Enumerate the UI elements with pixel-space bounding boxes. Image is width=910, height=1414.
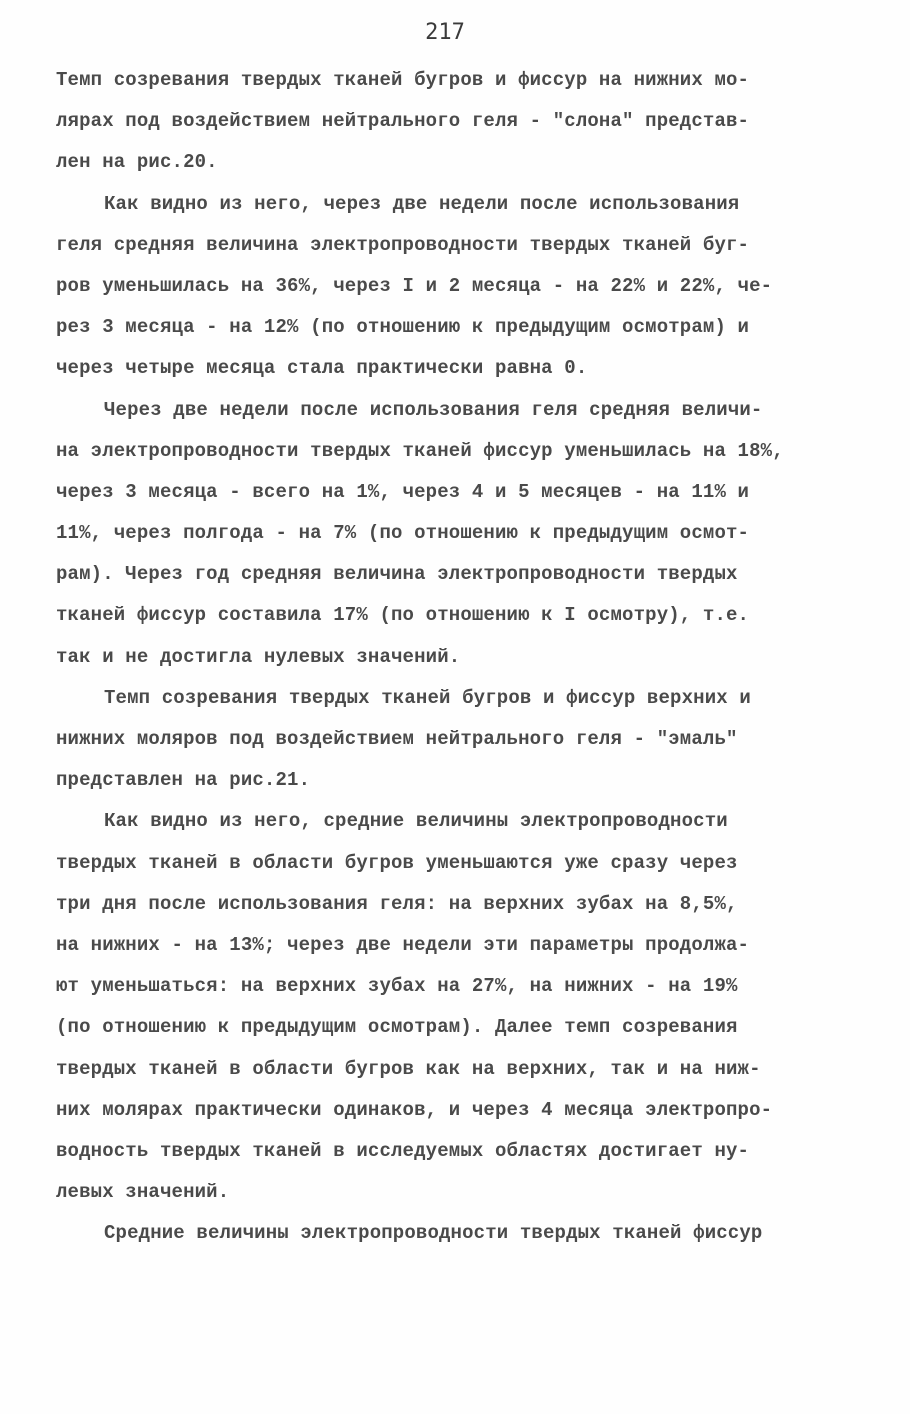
text-line: Как видно из него, средние величины электропроводности	[104, 810, 728, 833]
text-line: представлен на рис.21.	[56, 769, 311, 792]
text-line: (по отношению к предыдущим осмотрам). Далее темп созревания	[56, 1016, 738, 1039]
text-line: рам). Через год средняя величина электропроводности твердых	[56, 563, 738, 586]
text-line: Через две недели после использования геля средняя величи-	[104, 398, 763, 421]
text-line: лен на рис.20.	[56, 151, 218, 174]
text-line: геля средняя величина электропроводности твердых тканей буг-	[56, 233, 750, 256]
text-line: левых значений.	[56, 1181, 230, 1204]
text-line: через четыре месяца стала практически равна 0.	[56, 357, 588, 380]
text-line: Как видно из него, через две недели после использования	[104, 192, 740, 215]
text-line: Средние величины электропроводности твердых тканей фиссур	[104, 1222, 763, 1245]
body-text	[56, 60, 866, 1254]
text-line: лярах под воздействием нейтрального геля - "слона" представ-	[56, 110, 750, 133]
page-number: 217	[425, 20, 465, 45]
text-line: на нижних - на 13%; через две недели эти параметры продолжа-	[56, 933, 750, 956]
text-line: 11%, через полгода - на 7% (по отношению к предыдущим осмот-	[56, 522, 750, 545]
text-line: нижних моляров под воздействием нейтрального геля - "эмаль"	[56, 728, 738, 750]
text-line: них молярах практически одинаков, и через 4 месяца электропро-	[56, 1098, 773, 1121]
text-line: рез 3 месяца - на 12% (по отношению к предыдущим осмотрам) и	[56, 316, 750, 339]
text-line: водность твердых тканей в исследуемых областях достигает ну-	[56, 1139, 750, 1162]
text-line: ров уменьшилась на 36%, через I и 2 месяца - на 22% и 22%, че-	[56, 274, 773, 297]
text-line: твердых тканей в области бугров уменьшаются уже сразу через	[56, 851, 738, 874]
text-line: так и не достигла нулевых значений.	[56, 645, 461, 668]
text-line: на электропроводности твердых тканей фиссур уменьшилась на 18%,	[56, 439, 784, 462]
text-line: Темп созревания твердых тканей бугров и фиссур на нижних мо-	[56, 69, 750, 91]
text-line: три дня после использования геля: на верхних зубах на 8,5%,	[56, 892, 738, 915]
text-line: Темп созревания твердых тканей бугров и фиссур верхних и	[104, 686, 751, 709]
text-line: твердых тканей в области бугров как на верхних, так и на ниж-	[56, 1057, 761, 1080]
text-line: ют уменьшаться: на верхних зубах на 27%, на нижних - на 19%	[56, 975, 738, 998]
text-line: тканей фиссур составила 17% (по отношению к I осмотру), т.е.	[56, 604, 750, 627]
text-line: через 3 месяца - всего на 1%, через 4 и 5 месяцев - на 11% и	[56, 480, 750, 503]
